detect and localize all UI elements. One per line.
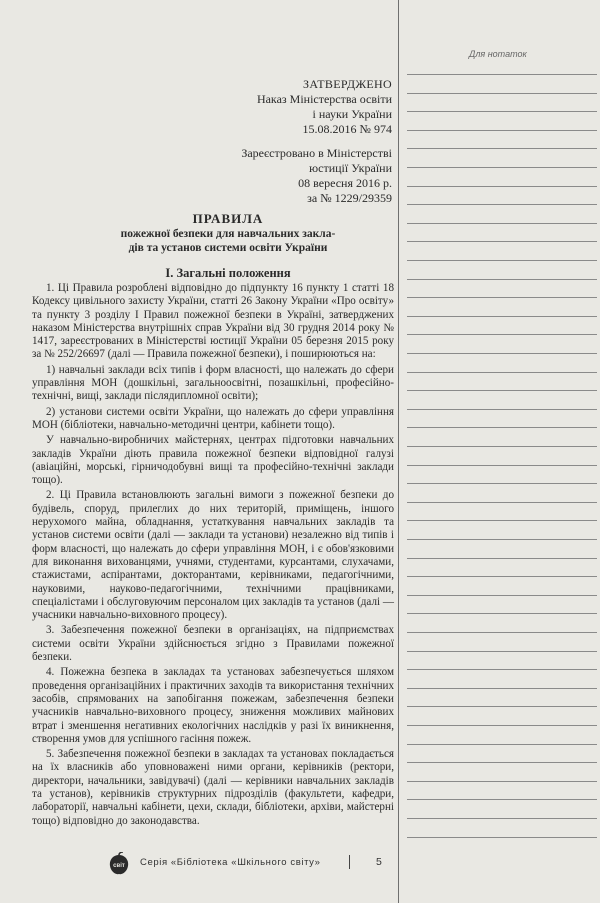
note-line: [407, 706, 597, 707]
note-line: [407, 260, 597, 261]
note-line: [407, 632, 597, 633]
registration-line: за № 1229/29359: [307, 191, 392, 205]
note-line: [407, 781, 597, 782]
note-line: [407, 297, 597, 298]
note-line: [407, 558, 597, 559]
note-line: [407, 483, 597, 484]
approval-block: [28, 77, 392, 137]
note-line: [407, 446, 597, 447]
note-line: [407, 651, 597, 652]
note-line: [407, 111, 597, 112]
approval-line: Наказ Міністерства освіти: [256, 92, 392, 106]
note-line: [407, 613, 597, 614]
note-line: [407, 74, 597, 75]
title-main: ПРАВИЛА: [192, 211, 264, 226]
note-line: [407, 148, 597, 149]
approval-line: 15.08.2016 № 974: [302, 122, 392, 136]
paragraph: 2) установи системи освіти України, що належать до сфери управління МОН (бібліотеки, навчально-методичні центри, кабінети тощо).: [32, 405, 394, 431]
series-label: Серія «Бібліотека «Шкільного світу»: [140, 857, 321, 868]
paragraph: 1. Ці Правила розроблені відповідно до підпункту 16 пункту 1 статті 18 Кодексу цивільного захисту України, статті 26 Закону України «Про освіту» та пункту 3 розділу I Правил пожежної безпеки в Україні, затверджених наказом Міністерства внутрішніх справ України від 30 грудня 2014 року № 1417, зареєстрованих в Міністерстві юстиції України 05 березня 2015 року за № 252/26697 (далі — Правила пожежної безпеки), і поширюються на:: [32, 282, 394, 361]
publisher-logo-icon: [108, 852, 130, 876]
note-line: [407, 167, 597, 168]
note-line: [407, 818, 597, 819]
registration-line: 08 вересня 2016 р.: [298, 176, 392, 190]
paragraph: У навчально-виробничих майстернях, центрах підготовки навчальних закладів України діють правила пожежної безпеки відповідної галузі (авіаційні, морські, гірничодобувні вищі та професійно-технічні заклади тощо).: [32, 434, 394, 487]
note-line: [407, 669, 597, 670]
title-subtitle: пожежної безпеки для навчальних закла-: [120, 228, 336, 240]
paragraph: 2. Ці Правила встановлюють загальні вимоги з пожежної безпеки до будівель, споруд, прилеглих до них територій, приміщень, іншого нерухомого майна, обладнання, устаткування навчальних закладів та установ системи освіти (далі — заклади та установи) незалежно від типів і форм власності, що належать до сфери управління МОН, і є обов'язковими для виконання вихованцями, учнями, студентами, курсантами, слухачами, стажистами, аспірантами, докторантами, керівниками, педагогічними, науковими, науково-педагогічними, технічними працівниками, спеціалістами і обслуговуючим персоналом цих закладів та установ (далі — учасники навчально-виховного процесу).: [32, 489, 394, 622]
note-line: [407, 520, 597, 521]
note-line: [407, 372, 597, 373]
note-line: [407, 744, 597, 745]
note-line: [407, 334, 597, 335]
note-line: [407, 279, 597, 280]
note-line: [407, 390, 597, 391]
note-line: [407, 186, 597, 187]
notes-column: [398, 0, 600, 903]
note-line: [407, 130, 597, 131]
note-line: [407, 223, 597, 224]
paragraph: 4. Пожежна безпека в закладах та установах забезпечується шляхом проведення організаційних і практичних заходів та використання технічних засобів, спрямованих на запобігання пожежам, забезпечення безпеки учасників навчально-виховного процесу, зниження можливих майнових втрат і зменшення негативних екологічних наслідків у разі їх виникнення, створення умов для успішного гасіння пожеж.: [32, 666, 394, 745]
note-line: [407, 427, 597, 428]
document-title: [68, 210, 388, 255]
registration-line: юстиції України: [309, 161, 392, 175]
approval-line: і науки України: [312, 107, 392, 121]
note-line: [407, 241, 597, 242]
paragraph: 5. Забезпечення пожежної безпеки в закладах та установах покладається на їх власників або уповноважені ними органи, керівників (ректори, директори, начальники, завідувачі) (далі — керівники навчальних закладів та установ), керівників структурних підрозділів (факультети, кафедри, лабораторії, навчальні кабінети, цехи, склади, бібліотеки, архіви, майстерні тощо) відповідно до законодавства.: [32, 748, 394, 827]
notes-title: Для нотаток: [469, 49, 527, 59]
note-line: [407, 316, 597, 317]
note-line: [407, 93, 597, 94]
note-line: [407, 204, 597, 205]
note-line: [407, 539, 597, 540]
paragraph: 1) навчальні заклади всіх типів і форм власності, що належать до сфери управління МОН (дошкільні, загальноосвітні, позашкільні, професійно-технічні, вищі, заклади післядипломної освіти);: [32, 363, 394, 403]
footer-divider: [349, 855, 350, 869]
note-line: [407, 502, 597, 503]
note-line: [407, 799, 597, 800]
note-line: [407, 725, 597, 726]
approval-heading: ЗАТВЕРДЖЕНО: [303, 77, 392, 91]
registration-line: Зареєстровано в Міністерстві: [241, 146, 392, 160]
registration-block: [28, 146, 392, 206]
body-text: [32, 282, 394, 830]
paragraph: 3. Забезпечення пожежної безпеки в організаціях, на підприємствах системи освіти України здійснюється згідно з Правилами пожежної безпеки.: [32, 624, 394, 664]
note-line: [407, 576, 597, 577]
page-number: 5: [376, 856, 382, 868]
note-line: [407, 595, 597, 596]
note-line: [407, 688, 597, 689]
logo-text: світ: [113, 863, 125, 869]
section-heading: I. Загальні положення: [165, 266, 291, 280]
note-line: [407, 762, 597, 763]
title-subtitle: дів та установ системи освіти України: [128, 242, 328, 254]
note-line: [407, 409, 597, 410]
note-line: [407, 837, 597, 838]
page-footer: [108, 852, 408, 872]
note-line: [407, 465, 597, 466]
note-line: [407, 353, 597, 354]
